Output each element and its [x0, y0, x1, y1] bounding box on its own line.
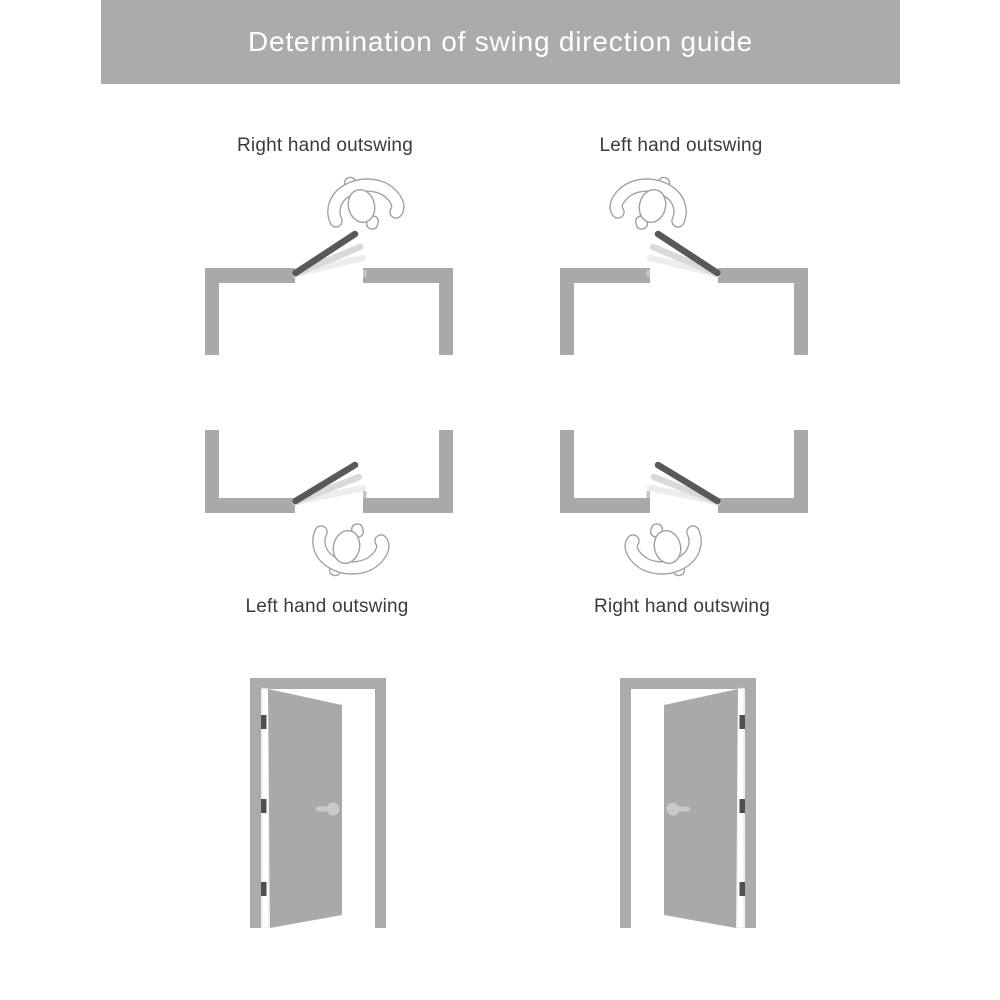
floor-plan-icon [205, 225, 453, 355]
label-bottom-right: Right hand outswing [594, 596, 770, 617]
title-banner [101, 0, 900, 84]
label-top-left: Right hand outswing [237, 135, 413, 156]
label-top-right: Left hand outswing [599, 135, 763, 156]
floor-plan-icon [560, 430, 808, 515]
floor-plan-icon [205, 430, 453, 515]
open-door-icon [250, 678, 386, 928]
floor-plan-icon [560, 225, 808, 355]
person-top-view-icon [326, 176, 406, 232]
person-top-view-icon [623, 521, 703, 577]
page-title: Determination of swing direction guide [247, 26, 754, 57]
person-top-view-icon [608, 176, 688, 232]
label-bottom-left: Left hand outswing [245, 596, 409, 617]
person-top-view-icon [311, 521, 391, 577]
open-door-icon [620, 678, 756, 928]
